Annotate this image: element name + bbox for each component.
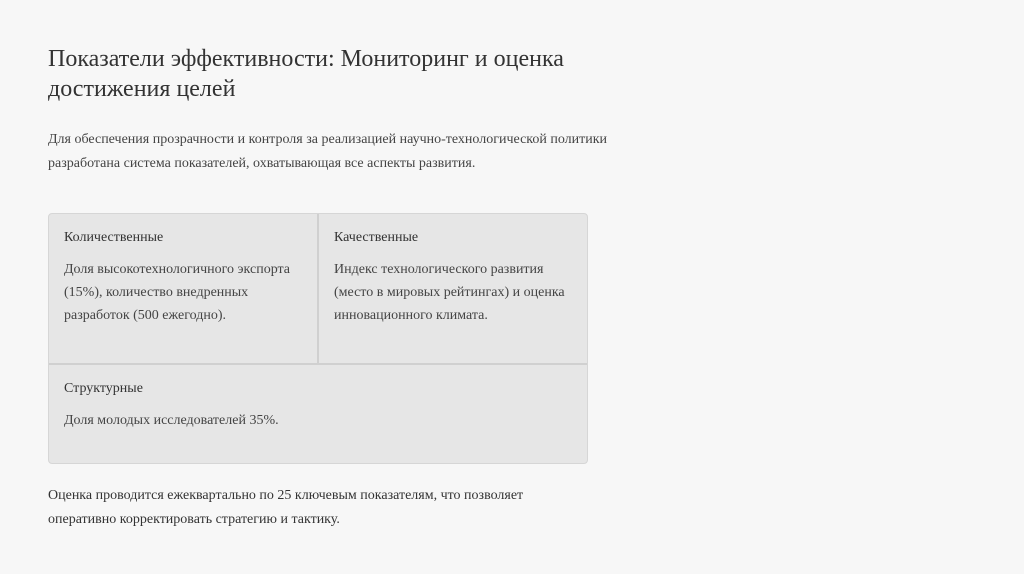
- card-structural: [49, 363, 587, 463]
- slide-content: [48, 44, 608, 532]
- slide-title: Показатели эффективности: Мониторинг и оценка достижения целей: [48, 46, 564, 102]
- card-text-qualitative: Индекс технологического развития (место в мировых рейтингах) и оценка инновационного климата.: [334, 262, 565, 323]
- card-title-quantitative: Количественные: [64, 230, 164, 245]
- card-text-structural: Доля молодых исследователей 35%.: [64, 413, 279, 428]
- card-qualitative: [319, 214, 587, 363]
- outro-paragraph: Оценка проводится ежеквартально по 25 ключевым показателям, что позволяет оперативно корректировать стратегию и тактику.: [48, 488, 524, 527]
- card-title-qualitative: Качественные: [334, 230, 419, 245]
- card-text-quantitative: Доля высокотехнологичного экспорта (15%), количество внедренных разработок (500 ежегодно).: [64, 262, 291, 323]
- card-title-structural: Структурные: [64, 381, 143, 396]
- intro-paragraph: Для обеспечения прозрачности и контроля за реализацией научно-технологической политики разработана система показателей, охватывающая все аспекты развития.: [48, 132, 608, 171]
- card-quantitative: [49, 214, 319, 363]
- indicators-grid: [48, 213, 588, 464]
